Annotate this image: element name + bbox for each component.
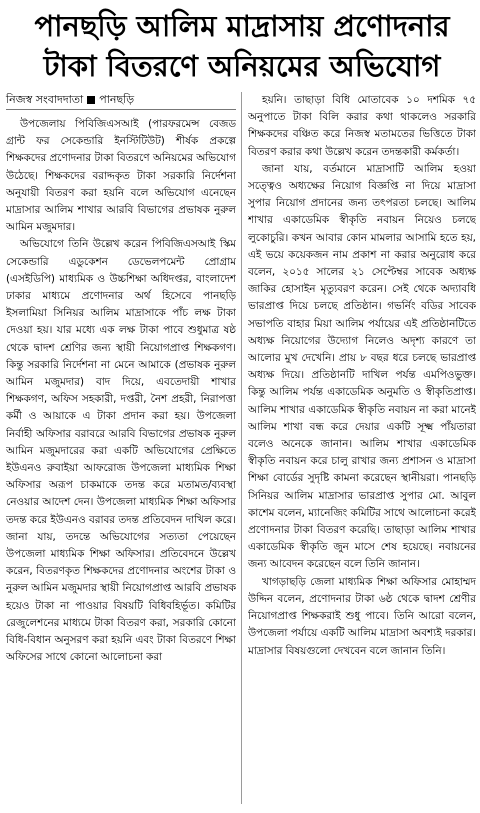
byline — [6, 92, 246, 108]
location: পানছড়ি — [99, 93, 135, 106]
left-paragraph-2: অভিযোগে তিনি উল্লেখ করেন পিবিজিএসআই স্কিম সেকেন্ডারি এডুকেশন ডেভেলপমেন্ট প্রোগ্রাম (এসইডিপি) মাধ্যমিক ও উচ্চশিক্ষা অধিদপ্তর, বাংলাদেশ ঢাকার মাধ্যমে প্রণোদনার অর্থ হিসেবে পানছড়ি ইসলামিয়া সিনিয়র আলিম মাদ্রাসাকে পাঁচ লক্ষ টাকা দেওয়া হয়। যার মধ্যে এক লক্ষ টাকা পাবে শুধুমাত্র ষষ্ঠ থেকে দ্বাদশ শ্রেণির জন্য স্থায়ী নিয়োগপ্রাপ্ত শিক্ষকগণ। কিন্তু সরকারি নির্দেশনা না মেনে আমাকে (প্রভাষক নুরুল আমিন মজুমদার) বাদ দিয়ে, এবতেদায়ী শাখার শিক্ষকগণ, অফিস সহকারী, দপ্তরী, নৈশ প্রহরী, নিরাপত্তা কর্মী ও আয়াকে এ টাকা প্রদান করা হয়। উপজেলা নির্বাহী অফিসার বরাবরে আরবি বিভাগের প্রভাষক নুরুল আমিন মজুমদারের করা একটি অভিযোগের প্রেক্ষিতে ইউএনও রুবাইয়া আফরোজ উপজেলা মাধ্যমিক শিক্ষা অফিসার অরূপ চাকমাকে তদন্ত করে মতামত/ব্যবস্থা নেওয়ার আদেশ দেন। উপজেলা মাধ্যমিক শিক্ষা অফিসার তদন্ত করে ইউএনও বরাবর তদন্ত প্রতিবেদন দাখিল করে। জানা যায়, তদন্তে অভিযোগের সত্যতা পেয়েছেন উপজেলা মাধ্যমিক শিক্ষা অফিসার। প্রতিবেদনে উল্লেখ করেন, বিতরণকৃত শিক্ষকদের প্রণোদনার অংশের টাকা ও নুরুল আমিন মজুমদার স্থায়ী নিয়োগপ্রাপ্ত আরবি প্রভাষক হয়েও টাকা না পাওয়ার বিষয়টি বিধিবহির্ভূত। কমিটির রেজুলেশনের মাধ্যমে টাকা বিতরণ করা, সরকারি কোনো বিধি-বিধান অনুসরণ করা হয়নি এবং টাকা বিতরণে শিক্ষা অফিসের সাথে কোনো আলোচনা করা — [6, 238, 236, 664]
square-bullet-icon — [87, 96, 95, 104]
article-column-right — [248, 92, 476, 806]
right-paragraph-1: হয়নি। তাছাড়া বিধি মোতাবেক ১০ দশমিক ৭৫ অনুপাতে টাকা বিলি করার কথা থাকলেও সরকারি শিক্ষকদের বঞ্চিত করে নিজস্ব মতামতের ভিত্তিতে টাকা বিতরণ করার কথা উল্লেখ করেন তদন্তকারী কর্মকর্তা। — [248, 94, 476, 158]
headline-line-2: টাকা বিতরণে অনিয়মের অভিযোগ — [43, 49, 441, 83]
article-column-left — [6, 116, 236, 806]
right-paragraph-2: জানা যায়, বর্তমানে মাদ্রাসাটি আলিম হওয়া সত্ত্বেও অধ্যক্ষের নিয়োগ বিজ্ঞপ্তি না দিয়ে মাদ্রাসা সুপার নিয়োগ প্রদানের জন্য তৎপরতা চলছে। আলিম শাখার একাডেমিক স্বীকৃতি নবায়ন নিয়েও চলছে লুকোচুরি। কখন আবার কোন মামলার আসামি হতে হয়, এই ভয়ে কয়েকজন নাম প্রকাশ না করার অনুরোধ করে বলেন, ২০১৫ সালের ২১ সেপ্টেম্বর সাবেক অধ্যক্ষ জাকির হোসাইন মৃত্যুবরণ করেন। সেই থেকে অদ্যাবধি ভারপ্রাপ্ত দিয়ে চলছে প্রতিষ্ঠান। গভর্নিং বডির সাবেক সভাপতি বাহার মিয়া আলিম পর্যায়ের এই প্রতিষ্ঠানটিতে অধ্যক্ষ নিয়োগের উদ্যোগ নিলেও অদৃশ্য কারণে তা আলোর মুখ দেখেনি। প্রায় ৮ বছর ধরে চলছে ভারপ্রাপ্ত অধ্যক্ষ দিয়ে। প্রতিষ্ঠানটি দাখিল পর্যন্ত এমপিওভুক্ত। কিন্তু আলিম পর্যন্ত একাডেমিক অনুমতি ও স্বীকৃতিপ্রাপ্ত। আলিম শাখার একাডেমিক স্বীকৃতি নবায়ন না করা মানেই আলিম শাখা বন্ধ করে দেয়ার একটি সূক্ষ্ম পাঁয়তারা বলেও অনেকে জানান। আলিম শাখার একাডেমিক স্বীকৃতি নবায়ন করে চালু রাখার জন্য প্রশাসন ও মাদ্রাসা শিক্ষা বোর্ডের সুদৃষ্টি কামনা করেছেন স্থানীয়রা। পানছড়ি সিনিয়র আলিম মাদ্রাসার ভারপ্রাপ্ত সুপার মো. আবুল কাশেম বলেন, ম্যানেজিং কমিটির সাথে আলোচনা করেই প্রণোদনার টাকা বিতরণ করেছি। তাছাড়া আলিম শাখার একাডেমিক স্বীকৃতি জুন মাসে শেষ হয়েছে। নবায়নের জন্য আবেদন করেছেন বলে তিনি জানান। — [248, 162, 476, 571]
right-paragraph-3: খাগড়াছড়ি জেলা মাধ্যমিক শিক্ষা অফিসার মোহাম্মদ উদ্দিন বলেন, প্রণোদনার টাকা ৬ষ্ঠ থেকে দ্বাদশ শ্রেণীর নিয়োগপ্রাপ্ত শিক্ষকরাই শুধু পাবে। তিনি আরো বলেন, উপজেলা পর্যায়ে একটি আলিম মাদ্রাসা অবশ্যই দরকার। মাদ্রাসার বিষয়গুলো দেখবেন বলে জানান তিনি। — [248, 575, 476, 657]
left-paragraph-1: উপজেলায় পিবিজিএসআই (পারফরমেন্স বেজড গ্রান্ট ফর সেকেন্ডারি ইনস্টিটিউট) শীর্ষক প্রকল্পে শিক্ষকদের প্রণোদনার টাকা বিতরণে অনিয়মের অভিযোগ উঠেছে। শিক্ষকদের বরাদ্দকৃত টাকা সরকারি নির্দেশনা অনুযায়ী বিতরণ করা হয়নি বলে অভিযোগ এনেছেন মাদ্রাসার আলিম শাখার আরবি বিভাগের প্রভাষক নুরুল আমিন মজুমদার। — [6, 118, 236, 234]
headline-line-1: পানছড়ি আলিম মাদ্রাসায় প্রণোদনার — [34, 9, 450, 43]
column-divider — [241, 92, 242, 804]
reporter: নিজস্ব সংবাদদাতা — [6, 93, 84, 106]
byline-rule — [6, 109, 236, 110]
headline — [8, 6, 476, 86]
